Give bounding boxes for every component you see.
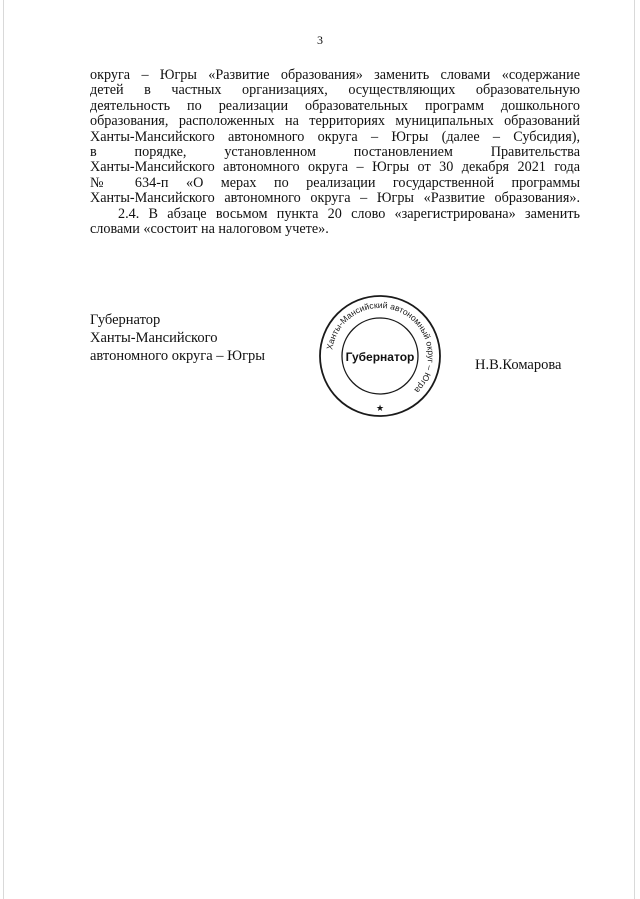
seal-ring-text: Ханты-Мансийский автономный округ – Югра	[324, 299, 437, 396]
scan-edge-left	[3, 0, 4, 899]
paragraph-1-line: деятельность по реализации образовательных программ дошкольного	[90, 97, 580, 114]
seal-center-text: Губернатор	[345, 350, 415, 364]
signer-name: Н.В.Комарова	[475, 357, 562, 373]
paragraph-2-line: словами «состоит на налоговом учете».	[90, 221, 329, 238]
paragraph-1-line: детей в частных организациях, осуществляющих образовательную	[90, 82, 580, 99]
signatory-position-line: Губернатор	[90, 312, 161, 328]
scan-edge-right	[634, 0, 635, 899]
star-icon: ★	[375, 404, 385, 414]
paragraph-2-line: 2.4. В абзаце восьмом пункта 20 слово «зарегистрирована» заменить	[118, 205, 580, 222]
document-body	[90, 68, 580, 237]
paragraph-1-line: в порядке, установленном постановлением Правительства	[90, 144, 580, 161]
paragraph-1-line: Ханты-Мансийского автономного округа – Югры (далее – Субсидия),	[90, 128, 580, 145]
paragraph-1-line: № 634-п «О мерах по реализации государственной программы	[90, 174, 580, 191]
paragraph-1-line: Ханты-Мансийского автономного округа – Югры «Развитие образования».	[90, 190, 580, 207]
signatory-position-line: автономного округа – Югры	[90, 348, 266, 364]
paragraph-1-line: Ханты-Мансийского автономного округа – Югры от 30 декабря 2021 года	[90, 159, 580, 176]
signatory-position	[90, 311, 265, 365]
signatory-position-line: Ханты-Мансийского	[90, 330, 218, 346]
page-number: 3	[317, 33, 323, 47]
paragraph-1-line: образования, расположенных на территориях муниципальных образований	[90, 113, 580, 130]
official-seal-stamp	[318, 294, 442, 418]
paragraph-1-line: округа – Югры «Развитие образования» заменить словами «содержание	[90, 67, 580, 83]
